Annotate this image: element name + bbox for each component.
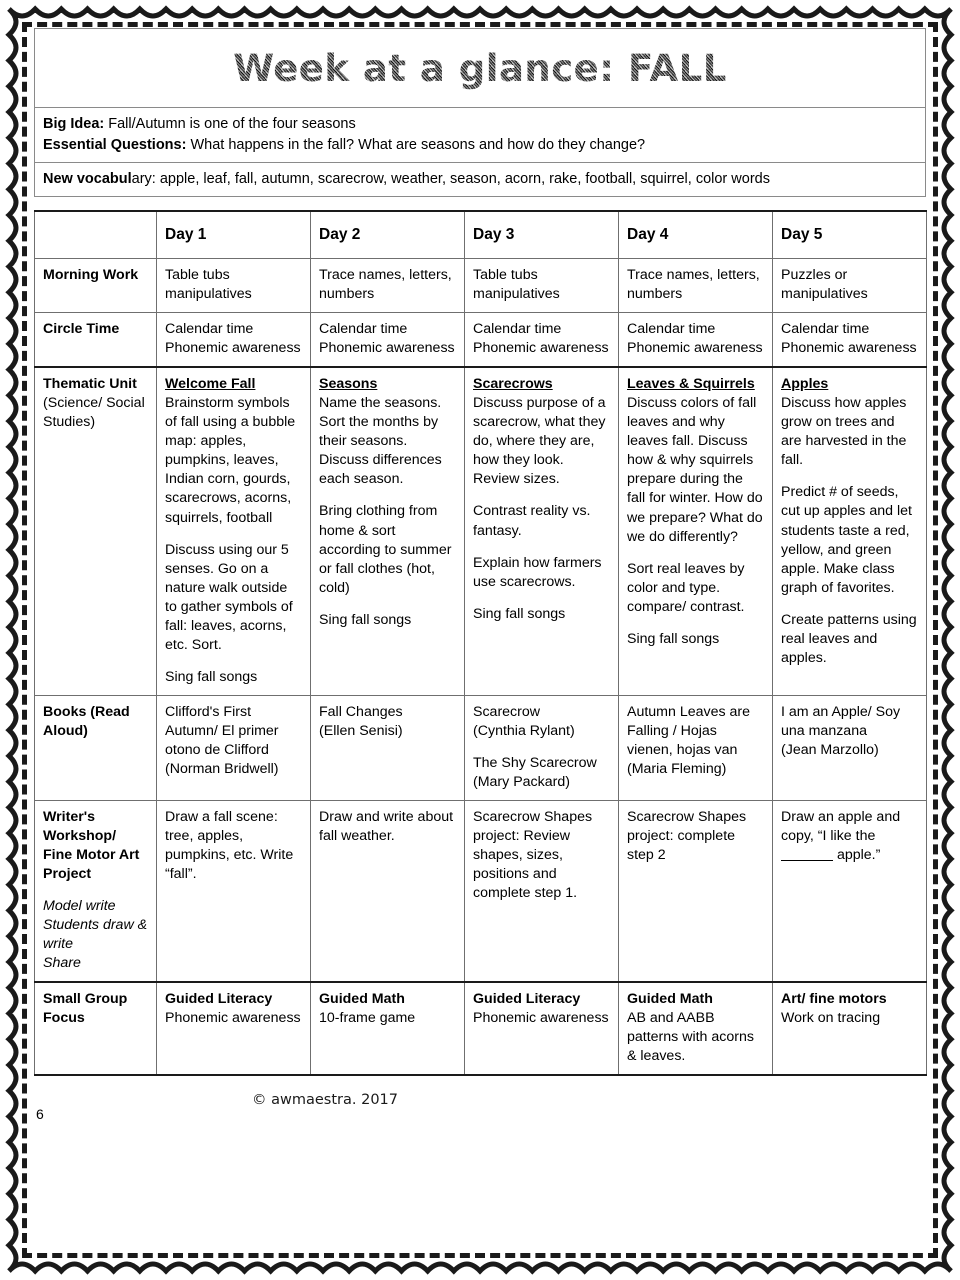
- essential-questions-line: [43, 135, 917, 156]
- cell-title: Guided Literacy: [473, 991, 581, 1008]
- fill-in-blank: [781, 860, 833, 861]
- table-cell-day-4: [619, 259, 773, 313]
- day-header-5: Day 5: [773, 211, 927, 259]
- vocabulary-label-rest: ary:: [131, 171, 156, 188]
- cell-body: Work on tracing: [781, 1010, 881, 1027]
- table-cell-day-1: [157, 313, 311, 368]
- page-footer: [34, 1082, 926, 1122]
- cell-body: Puzzles or manipulatives: [781, 267, 868, 303]
- table-cell-day-5: [773, 367, 927, 695]
- cell-body: Trace names, letters, numbers: [627, 267, 760, 303]
- cell-body: Name the seasons. Sort the months by their seasons. Discuss differences each season.: [319, 395, 442, 488]
- row-label: Morning Work: [35, 259, 157, 313]
- table-row: [35, 367, 927, 695]
- table-corner-cell: [35, 211, 157, 259]
- cell-body: Phonemic awareness: [473, 1010, 609, 1027]
- cell-body: Calendar time Phonemic awareness: [165, 321, 301, 357]
- spacer: [627, 617, 764, 630]
- table-row: [35, 313, 927, 368]
- cell-body-body3: Sing fall songs: [165, 668, 258, 685]
- row-label-italic-note: Model write Students draw & write Share: [43, 898, 148, 972]
- cell-body: Brainstorm symbols of fall using a bubble map: apples, pumpkins, leaves, Indian corn, gourds, scarecrows, acorns, squirrels, football: [165, 395, 296, 526]
- cell-body: Autumn Leaves are Falling / Hojas vienen, hojas van (Maria Fleming): [627, 703, 751, 777]
- spacer: [473, 592, 610, 605]
- cell-body: Calendar time Phonemic awareness: [781, 321, 917, 357]
- cell-body-body2: Discuss using our 5 senses. Go on a nature walk outside to gather symbols of fall: leaves, acorns, etc. Sort.: [165, 541, 293, 653]
- page-title: Week at a glance: FALL: [233, 46, 727, 90]
- title-banner: [34, 28, 926, 108]
- table-row: [35, 982, 927, 1075]
- weekly-planner-table: [34, 210, 927, 1076]
- cell-body: Calendar time Phonemic awareness: [627, 321, 763, 357]
- cell-body-body2: Bring clothing from home & sort according to summer or fall clothes (hot, cold): [319, 503, 452, 596]
- cell-body: Calendar time Phonemic awareness: [473, 321, 609, 357]
- big-idea-label: Big Idea:: [43, 116, 105, 132]
- row-label: Small Group Focus: [35, 982, 157, 1075]
- cell-body: Discuss colors of fall leaves and why leaves fall. Discuss how & why squirrels prepare during the fall for winter. How do we prepare? What do we do differently?: [627, 395, 763, 545]
- spacer: [781, 470, 918, 483]
- cell-body-body2: Contrast reality vs. fantasy.: [473, 503, 591, 539]
- day-header-3: Day 3: [465, 211, 619, 259]
- cell-body-body3: Create patterns using real leaves and apples.: [781, 611, 917, 666]
- cell-body-body4: Sing fall songs: [473, 605, 566, 622]
- table-cell-day-3: [465, 800, 619, 982]
- cell-body-body2: Sort real leaves by color and type. compare/ contrast.: [627, 560, 745, 615]
- table-row: [35, 695, 927, 800]
- table-cell-day-5: [773, 695, 927, 800]
- cell-title: Seasons: [319, 376, 378, 393]
- copyright-notice: © awmaestra. 2017: [252, 1092, 398, 1109]
- cell-body: Draw an apple and copy, “I like the apple.”: [781, 808, 901, 863]
- cell-body-body3: Explain how farmers use scarecrows.: [473, 554, 602, 590]
- cell-body: AB and AABB patterns with acorns & leaves.: [627, 1010, 754, 1065]
- spacer: [43, 884, 148, 897]
- cell-body: I am an Apple/ Soy una manzana (Jean Marzollo): [781, 703, 901, 758]
- essential-questions-label: Essential Questions:: [43, 136, 187, 153]
- cell-body: Draw and write about fall weather.: [319, 808, 454, 844]
- spacer: [473, 489, 610, 502]
- cell-body: Discuss how apples grow on trees and are harvested in the fall.: [781, 395, 907, 469]
- spacer: [781, 598, 918, 611]
- page-number: 6: [36, 1106, 44, 1123]
- table-cell-day-2: [311, 800, 465, 982]
- table-cell-day-5: [773, 313, 927, 368]
- cell-body: Discuss purpose of a scarecrow, what they do, where they are, how they look. Review sizes.: [473, 395, 606, 488]
- vocabulary-label-bold: New vocabul: [43, 171, 132, 188]
- table-cell-day-2: [311, 982, 465, 1075]
- spacer: [473, 541, 610, 554]
- table-row: [35, 259, 927, 313]
- table-cell-day-1: [157, 982, 311, 1075]
- cell-body: Table tubs manipulatives: [165, 267, 252, 303]
- cell-title: Scarecrows: [473, 376, 553, 393]
- cell-body-body3: Sing fall songs: [319, 611, 412, 628]
- cell-title: Guided Math: [319, 991, 405, 1008]
- table-cell-day-5: [773, 800, 927, 982]
- cell-title: Guided Literacy: [165, 991, 273, 1008]
- table-cell-day-4: [619, 800, 773, 982]
- cell-title: Guided Math: [627, 991, 713, 1008]
- content-area: [34, 28, 926, 1252]
- cell-body-body2: The Shy Scarecrow (Mary Packard): [473, 754, 597, 790]
- table-cell-day-5: [773, 982, 927, 1075]
- table-cell-day-2: [311, 259, 465, 313]
- table-cell-day-3: [465, 259, 619, 313]
- cell-body: Table tubs manipulatives: [473, 267, 560, 303]
- cell-title: Art/ fine motors: [781, 991, 887, 1008]
- cell-body: Clifford's First Autumn/ El primer otono de Clifford (Norman Bridwell): [165, 703, 279, 777]
- cell-body: Fall Changes (Ellen Senisi): [319, 703, 403, 739]
- table-header-row: [35, 211, 927, 259]
- table-cell-day-4: [619, 695, 773, 800]
- cell-title: Apples: [781, 376, 829, 393]
- cell-body: 10-frame game: [319, 1010, 416, 1027]
- table-cell-day-2: [311, 313, 465, 368]
- cell-title: Leaves & Squirrels: [627, 376, 755, 393]
- table-cell-day-4: [619, 367, 773, 695]
- table-cell-day-4: [619, 982, 773, 1075]
- big-idea-line: [43, 114, 917, 135]
- spacer: [319, 489, 456, 502]
- big-idea-block: [34, 108, 926, 163]
- row-label: Books (Read Aloud): [35, 695, 157, 800]
- table-cell-day-1: [157, 367, 311, 695]
- cell-body: Scarecrow (Cynthia Rylant): [473, 703, 575, 739]
- table-cell-day-3: [465, 982, 619, 1075]
- day-header-4: Day 4: [619, 211, 773, 259]
- table-cell-day-1: [157, 259, 311, 313]
- cell-title: Welcome Fall: [165, 376, 256, 393]
- spacer: [165, 655, 302, 668]
- cell-body: Scarecrow Shapes project: complete step 2: [627, 808, 747, 863]
- cell-body: Draw a fall scene: tree, apples, pumpkins, etc. Write “fall”.: [165, 808, 294, 882]
- cell-body-body2: Predict # of seeds, cut up apples and let students taste a red, yellow, and green apple. Make class graph of favorites.: [781, 484, 912, 596]
- row-label: Writer's Workshop/ Fine Motor Art Project Model write Students draw & write Share: [35, 800, 157, 982]
- row-label-sub: (Science/ Social Studies): [43, 395, 145, 431]
- table-cell-day-1: [157, 800, 311, 982]
- cell-body: Calendar time Phonemic awareness: [319, 321, 455, 357]
- table-cell-day-2: [311, 367, 465, 695]
- cell-body-body3: Sing fall songs: [627, 630, 720, 647]
- table-cell-day-5: [773, 259, 927, 313]
- spacer: [473, 741, 610, 754]
- vocabulary-block: [34, 163, 926, 197]
- row-label: Thematic Unit (Science/ Social Studies): [35, 367, 157, 695]
- table-cell-day-4: [619, 313, 773, 368]
- day-header-1: Day 1: [157, 211, 311, 259]
- cell-body: Trace names, letters, numbers: [319, 267, 452, 303]
- spacer: [319, 598, 456, 611]
- table-cell-day-3: [465, 313, 619, 368]
- table-cell-day-1: [157, 695, 311, 800]
- table-cell-day-3: [465, 695, 619, 800]
- table-cell-day-2: [311, 695, 465, 800]
- spacer: [627, 547, 764, 560]
- vocabulary-text: apple, leaf, fall, autumn, scarecrow, weather, season, acorn, rake, football, squirrel, color words: [159, 171, 770, 188]
- big-idea-text: Fall/Autumn is one of the four seasons: [108, 116, 356, 132]
- essential-questions-text: What happens in the fall? What are seasons and how do they change?: [190, 136, 646, 153]
- cell-body: Scarecrow Shapes project: Review shapes, sizes, positions and complete step 1.: [473, 808, 593, 901]
- table-row: [35, 800, 927, 982]
- cell-body: Phonemic awareness: [165, 1010, 301, 1027]
- spacer: [165, 528, 302, 541]
- day-header-2: Day 2: [311, 211, 465, 259]
- row-label: Circle Time: [35, 313, 157, 368]
- table-cell-day-3: [465, 367, 619, 695]
